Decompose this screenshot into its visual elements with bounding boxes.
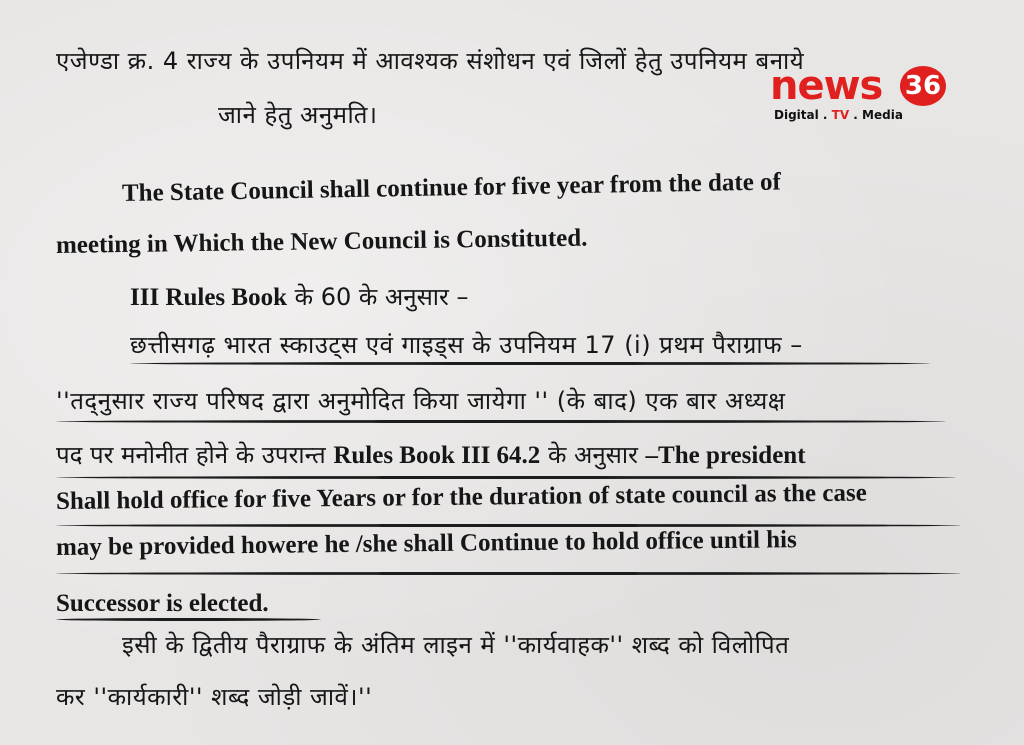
underlined-line-5: may be provided howere he /she shall Continue to hold office until his (55, 526, 797, 561)
underlined-line-4: Shall hold office for five Years or for the duration of state council as the case (55, 479, 867, 515)
underlined-line-6: Successor is elected. (56, 590, 269, 617)
underline-mark-5 (56, 572, 961, 575)
underline-mark-2 (56, 420, 946, 423)
underlined-line-3-hindi-2: के अनुसार (540, 441, 646, 469)
rules-reference-hindi: के 60 के अनुसार – (287, 283, 469, 311)
underlined-line-3 (56, 438, 806, 471)
underline-mark-6 (56, 618, 321, 621)
paragraph-1-line-1: The State Council shall continue for five year from the date of (121, 168, 782, 207)
underlined-line-2: ''तद्नुसार राज्य परिषद द्वारा अनुमोदित किया जायेगा '' (के बाद) एक बार अध्यक्ष (56, 387, 786, 415)
underlined-line-3-hindi: पद पर मनोनीत होने के उपरान्त (56, 441, 334, 469)
underline-mark-4 (56, 524, 961, 527)
news36-logo (770, 64, 948, 126)
agenda-line-2: जाने हेतु अनुमति। (218, 101, 378, 129)
logo-tagline-digital: Digital . (774, 108, 832, 122)
underlined-line-1: छत्तीसगढ़ भारत स्काउट्स एवं गाइड्स के उपनियम 17 (i) प्रथम पैराग्राफ – (130, 331, 803, 359)
underline-mark-1 (130, 362, 930, 365)
rules-reference-english: III Rules Book (130, 284, 287, 311)
logo-tagline (774, 108, 903, 122)
underlined-line-3-rules: Rules Book III 64.2 (333, 442, 541, 469)
logo-wordmark: news (770, 63, 883, 109)
underlined-line-3-president: –The president (645, 442, 806, 469)
paragraph-1-line-2: meeting in Which the New Council is Constituted. (55, 224, 588, 259)
logo-number-badge: 36 (900, 66, 946, 106)
rules-reference (130, 280, 468, 313)
logo-tagline-tv: TV (831, 108, 850, 122)
paragraph-2-line-1: इसी के द्वितीय पैराग्राफ के अंतिम लाइन में ''कार्यवाहक'' शब्द को विलोपित (122, 631, 790, 659)
agenda-line-1: एजेण्डा क्र. 4 राज्य के उपनियम में आवश्यक संशोधन एवं जिलों हेतु उपनियम बनाये (56, 47, 805, 75)
logo-tagline-media: . Media (849, 108, 903, 122)
paragraph-2-line-2: कर ''कार्यकारी'' शब्द जोड़ी जावें।'' (56, 683, 373, 711)
underline-mark-3 (56, 476, 956, 479)
